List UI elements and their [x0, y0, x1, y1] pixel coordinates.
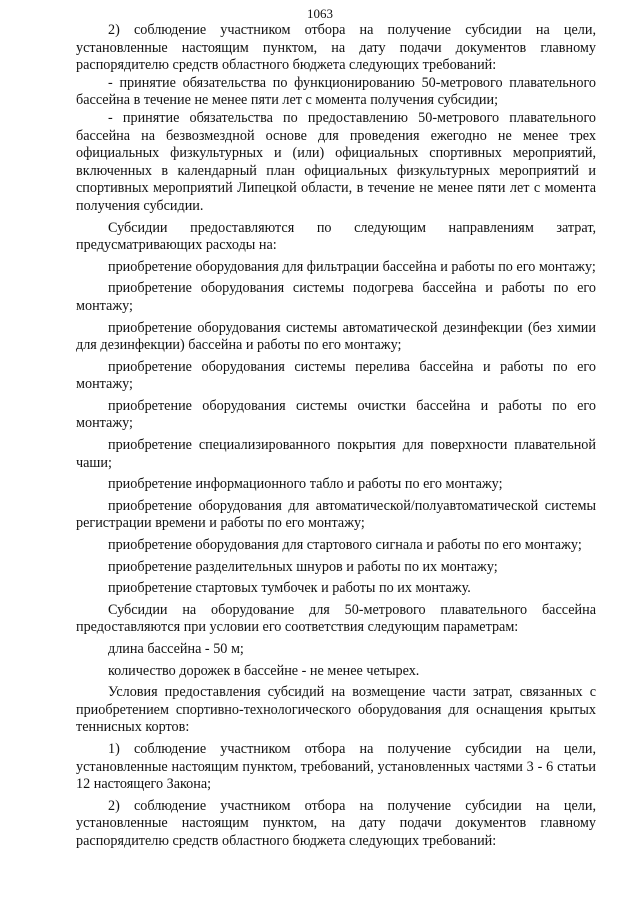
list-item-lane-count: количество дорожек в бассейне - не менее четырех. [108, 662, 420, 679]
list-item-start-signal: приобретение оборудования для стартового сигнала и работы по его монтажу; [108, 537, 582, 554]
list-item-timing-system: приобретение оборудования для автоматической/полуавтоматической системы регистрации времени и работы по его монтажу; [76, 497, 596, 532]
list-item-pool-length: длина бассейна - 50 м; [108, 641, 244, 657]
document-body [76, 22, 596, 851]
list-item-cleaning: приобретение оборудования системы очистки бассейна и работы по его монтажу; [76, 397, 596, 432]
paragraph-tennis-condition-1: 1) соблюдение участником отбора на получение субсидии на цели, установленные настоящим пунктом, требований, установленных частями 3 - 6 статьи 12 настоящего Закона; [76, 740, 596, 793]
paragraph-requirements-intro: 2) соблюдение участником отбора на получение субсидии на цели, установленные настоящим пунктом, на дату подачи документов главному распорядителю средств областного бюджета следующих требований: [76, 22, 596, 74]
paragraph-cost-directions: Субсидии предоставляются по следующим направлениям затрат, предусматривающих расходы на: [76, 219, 596, 254]
list-item-overflow: приобретение оборудования системы перелива бассейна и работы по его монтажу; [76, 358, 596, 393]
list-item-lane-ropes: приобретение разделительных шнуров и работы по их монтажу; [108, 558, 498, 575]
list-item-heating: приобретение оборудования системы подогрева бассейна и работы по его монтажу; [76, 280, 596, 314]
list-item-coating: приобретение специализированного покрытия для поверхности плавательной чаши; [76, 437, 596, 471]
page-number: 1063 [307, 6, 333, 21]
paragraph-obligation-operation: - принятие обязательства по функционированию 50-метрового плавательного бассейна в течение не менее пяти лет с момента получения субсидии; [76, 74, 596, 109]
paragraph-obligation-free-use: - принятие обязательства по предоставлению 50-метрового плавательного бассейна на безвозмездной основе для проведения ежегодно не менее трех официальных физкультурных и (или) официальных спортивных мероприятий, включенных в календарный план официальных физкультурных мероприятий и спортивных мероприятий Липецкой области, в течение не менее пяти лет с момента получения субсидии. [76, 109, 596, 214]
list-item-filtration: приобретение оборудования для фильтрации бассейна и работы по его монтажу; [108, 258, 596, 275]
paragraph-tennis-conditions: Условия предоставления субсидий на возмещение части затрат, связанных с приобретением спортивно-технологического оборудования для оснащения крытых теннисных кортов: [76, 684, 596, 736]
list-item-starting-blocks: приобретение стартовых тумбочек и работы по их монтажу. [108, 580, 471, 597]
list-item-disinfection: приобретение оборудования системы автоматической дезинфекции (без химии для дезинфекции) бассейна и работы по его монтажу; [76, 319, 596, 354]
paragraph-tennis-condition-2: 2) соблюдение участником отбора на получение субсидии на цели, установленные настоящим пунктом, на дату подачи документов главному распорядителю средств областного бюджета следующих требований: [76, 797, 596, 849]
paragraph-pool-parameters: Субсидии на оборудование для 50-метрового плавательного бассейна предоставляются при условии его соответствия следующим параметрам: [76, 601, 596, 636]
list-item-scoreboard: приобретение информационного табло и работы по его монтажу; [108, 476, 503, 493]
